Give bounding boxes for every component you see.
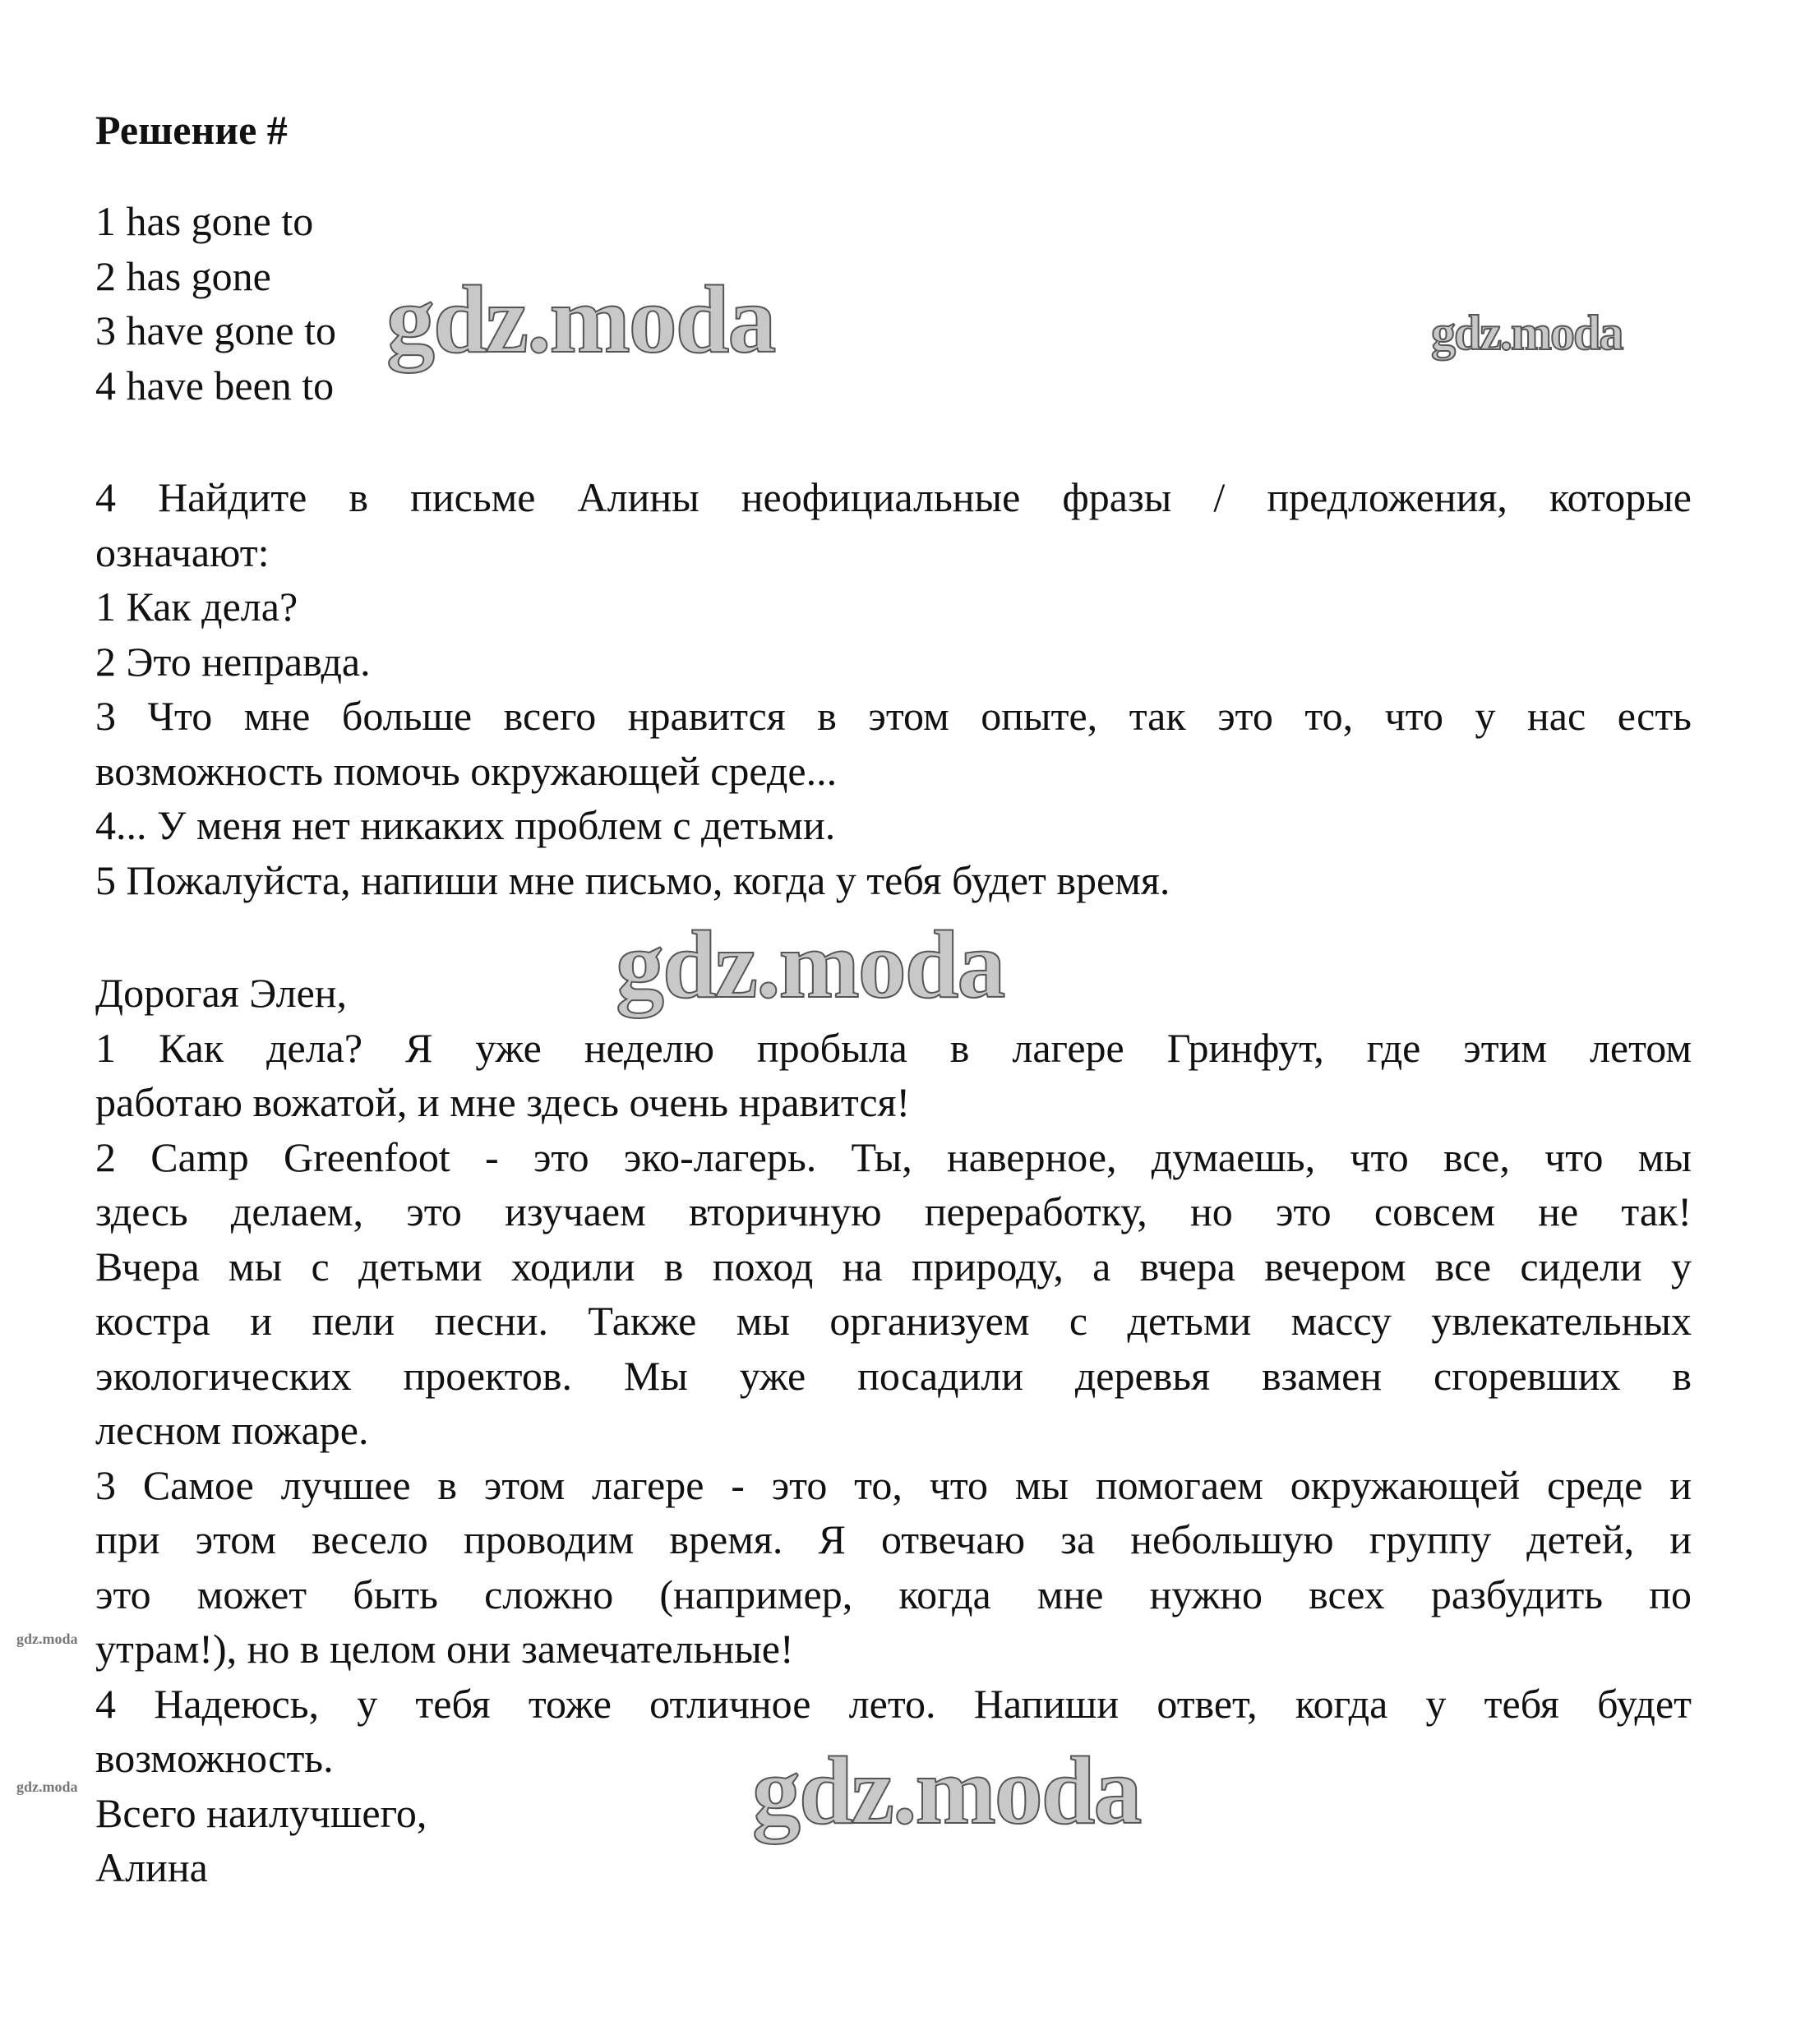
watermark-logo: gdz.moda [386,265,775,373]
letter-line: это может быть сложно (например, когда мне нужно всех разбудить по [95,1571,1692,1617]
letter-line: экологических проектов. Мы уже посадили деревья взамен сгоревших в [95,1352,1692,1399]
letter-line: 4 Надеюсь, у тебя тоже отличное лето. Напиши ответ, когда у тебя будет [95,1680,1692,1727]
letter-line: Дорогая Элен, [95,970,348,1016]
watermark-logo: gdz.moda [616,911,1004,1018]
task4-line: возможность помочь окружающей среде... [95,747,838,794]
task4-line: 3 Что мне больше всего нравится в этом опыте, так это то, что у нас есть [95,693,1692,739]
watermark-logo: gdz.moda [1431,306,1623,360]
answer-item: 1 has gone to [95,198,314,244]
letter-line: костра и пели песни. Также мы организуем с детьми массу увлекательных [95,1298,1692,1344]
letter-line: утрам!), но в целом они замечательные! [95,1626,794,1672]
letter-line: возможность. [95,1735,334,1781]
answer-item: 2 has gone [95,252,271,299]
task4-line: 5 Пожалуйста, напиши мне письмо, когда у тебя будет время. [95,856,1170,903]
task4-line: 2 Это неправда. [95,638,371,685]
letter-line: здесь делаем, это изучаем вторичную переработку, но это совсем не так! [95,1188,1692,1234]
answer-item: 3 have gone to [95,307,336,353]
task4-line: 4 Найдите в письме Алины неофициальные фразы / предложения, которые [95,474,1692,520]
letter-line: 3 Самое лучшее в этом лагере - это то, что мы помогаем окружающей среде и [95,1461,1692,1508]
letter-line: Алина [95,1844,208,1890]
letter-line: 1 Как дела? Я уже неделю пробыла в лагере Гринфут, где этим летом [95,1024,1692,1071]
answer-item: 4 have been to [95,362,335,408]
letter-line: 2 Camp Greenfoot - это эко-лагерь. Ты, наверное, думаешь, что все, что мы [95,1133,1692,1180]
watermark-small: gdz.moda [16,1631,78,1647]
task4-line: 1 Как дела? [95,584,298,630]
task4-line: 4... У меня нет никаких проблем с детьми. [95,802,836,848]
letter-line: лесном пожаре. [95,1407,369,1453]
task-4-section [95,470,1692,907]
letter-line: при этом весело проводим время. Я отвечаю за небольшую группу детей, и [95,1516,1692,1562]
letter-line: Всего наилучшего, [95,1789,427,1836]
answers-list [95,194,1692,413]
page-title: Решение # [95,107,288,153]
task4-line: означают: [95,528,270,575]
letter-line: Вчера мы с детьми ходили в поход на природу, а вчера вечером все сидели у [95,1243,1692,1290]
letter-line: работаю вожатой, и мне здесь очень нравится! [95,1079,911,1125]
watermark-small: gdz.moda [16,1779,78,1795]
watermark-logo: gdz.moda [752,1737,1141,1844]
